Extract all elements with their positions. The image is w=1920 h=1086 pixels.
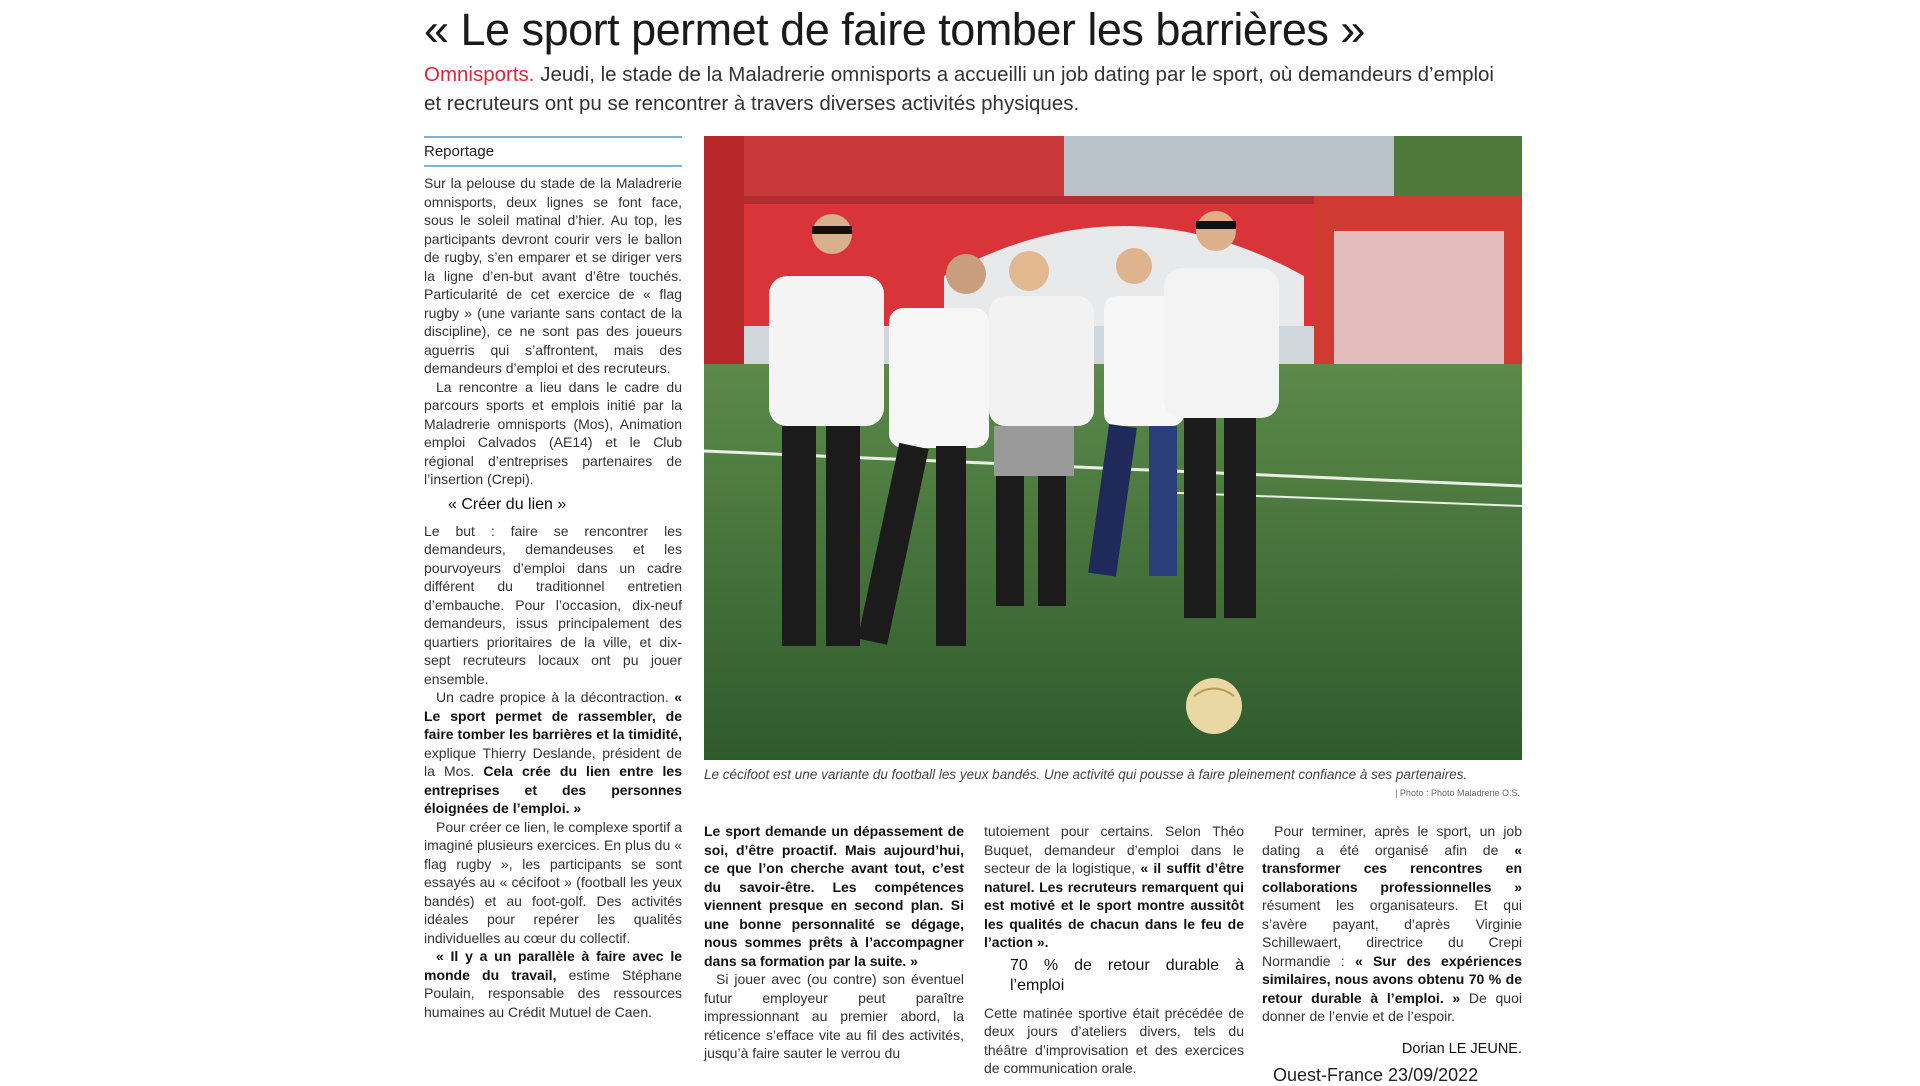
text-run: résument les organisateurs. Et qui s’avère payant, d’après Virginie Schillewaert, directrice du Crepi Normandie : (1262, 897, 1522, 969)
paragraph: Cette matinée sportive était précédée de deux jours d’ateliers divers, tels du théâtre d’improvisation et des exercices de communication orale. (984, 1004, 1244, 1076)
column-3 (984, 822, 1244, 1078)
football (1186, 678, 1242, 734)
subheading: 70 % de retour durable à l’emploi (1010, 956, 1244, 994)
text-run: estime Stéphane Poulain, responsable des ressources humaines au Crédit Mutuel de Caen. (424, 966, 682, 1020)
quote-run: « Sur des expériences similaires, nous avons obtenu 70 % de retour durable à l’emploi. » (1262, 952, 1522, 1006)
paragraph: Si jouer avec (ou contre) son éventuel futur employeur peut paraître impressionnant au premier abord, la réticence s’efface vite au fil des activités, jusqu’à faire sauter le verrou du (704, 971, 964, 1061)
source-line: Ouest-France 23/09/2022 (1273, 1065, 1479, 1085)
paragraph (424, 688, 682, 818)
column-4 (1262, 822, 1522, 1058)
paragraph (424, 947, 682, 1021)
quote-run: Le sport demande un dépassement de soi, d’être proactif. Mais aujourd’hui, ce que l’on cherche avant tout, c’est du savoir-être. Les compétences viennent presque en second plan. Si une bonne personnalité se dégage, nous sommes prêts à l’accompagner dans sa formation par la suite. » (704, 823, 964, 969)
photo-credit: | Photo : Photo Maladrerie O.S. (1395, 788, 1520, 798)
article-photo (704, 136, 1522, 760)
text-run: explique Thierry Deslande, président de la Mos. (424, 744, 682, 779)
paragraph (1262, 822, 1522, 1026)
headline: « Le sport permet de faire tomber les barrières » (424, 4, 1365, 55)
quote-run: « il suffit d’être naturel. Les recruteurs remarquent qui est motivé et le sport montre aussitôt les qualités de chacun dans le feu de l’action ». (984, 860, 1244, 950)
paragraph: Sur la pelouse du stade de la Maladrerie omnisports, deux lignes se font face, sous le soleil matinal d’hier. Au top, les participants devront courir vers le ballon de rugby, s’en emparer et se diriger vers la ligne d’en-but avant d’être touchés. Particularité de cet exercice de « flag rugby » (une variante sans contact de la discipline), ce ne sont pas des joueurs aguerris qui s’affrontent, mais des demandeurs d’emploi et des recruteurs. (424, 175, 682, 376)
byline: Dorian LE JEUNE. (1401, 1040, 1522, 1057)
text-run: Un cadre propice à la décontraction. (436, 689, 675, 705)
paragraph: Pour créer ce lien, le complexe sportif a imaginé plusieurs exercices. En plus du « flag rugby », les participants se sont essayés au « cécifoot » (football les yeux bandés) et au foot-golf. Des activités idéales pour repérer les qualités individuelles au cœur du collectif. (424, 818, 682, 946)
section-rule (424, 136, 682, 138)
subheading: « Créer du lien » (448, 495, 567, 513)
text-run: De quoi donner de l’envie et de l’espoir. (1262, 989, 1522, 1024)
paragraph (704, 822, 964, 970)
quote-run: « transformer ces rencontres en collaborations professionnelles » (1262, 841, 1522, 895)
left-column (424, 136, 682, 1021)
article-page (424, 0, 1522, 1085)
paragraph (984, 822, 1244, 952)
standfirst (424, 60, 1504, 118)
quote-run: « Il y a un parallèle à faire avec le monde du travail, (424, 948, 682, 983)
column-2 (704, 822, 964, 1063)
text-run: tutoiement pour certains. Selon Théo Buquet, demandeur d’emploi dans le secteur de la logistique, (984, 823, 1244, 876)
kicker: Omnisports. (424, 63, 535, 86)
section-label: Reportage (424, 142, 682, 167)
cecifoot-photo (704, 136, 1522, 760)
quote-run: Cela crée du lien entre les entreprises et des personnes éloignées de l’emploi. » (424, 763, 683, 816)
paragraph: La rencontre a lieu dans le cadre du parcours sports et emplois initié par la Maladrerie omnisports (Mos), Animation emploi Calvados (AE14) et le Club régional d’entreprises partenaires de l’insertion (Crepi). (424, 378, 682, 487)
text-run: Pour terminer, après le sport, un job dating a été organisé afin de (1262, 823, 1522, 858)
quote-run: « Le sport permet de rassembler, de faire tomber les barrières et la timidité, (424, 689, 682, 742)
standfirst-text: Jeudi, le stade de la Maladrerie omnisports a accueilli un job dating par le sport, où demandeurs d’emploi et recruteurs ont pu se rencontrer à travers diverses activités physiques. (424, 63, 1494, 115)
photo-caption: Le cécifoot est une variante du football les yeux bandés. Une activité qui pousse à faire pleinement confiance à ses partenaires. (704, 767, 1468, 782)
paragraph: Le but : faire se rencontrer les demandeurs, demandeuses et les pourvoyeurs d’emploi dans un cadre différent du traditionnel entretien d’embauche. Pour l’occasion, dix-neuf demandeurs, issus principalement des quartiers prioritaires de la ville, et dix-sept recruteurs locaux ont pu jouer ensemble. (424, 522, 682, 687)
